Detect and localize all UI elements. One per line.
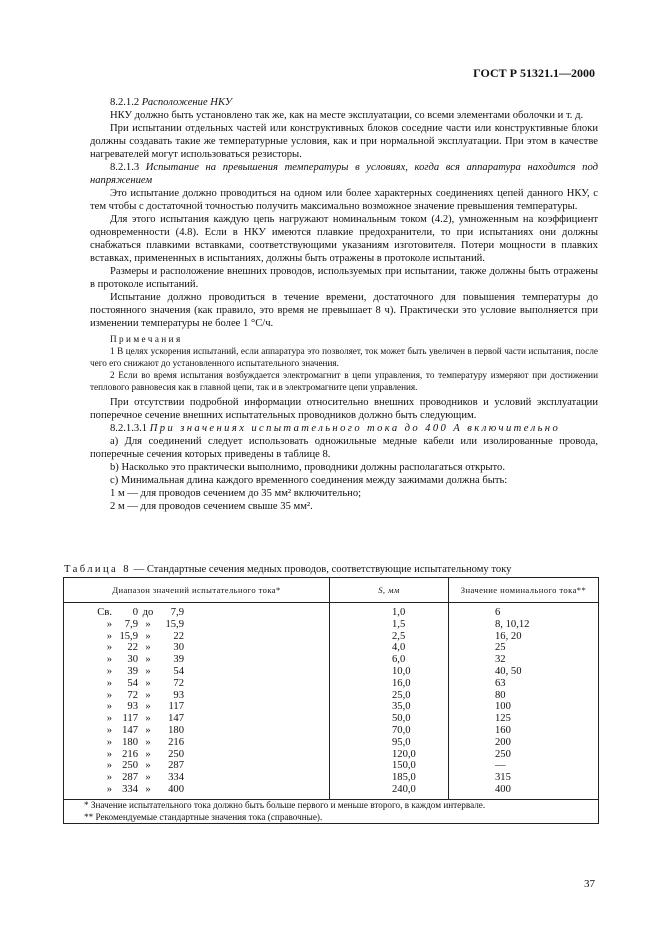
- footnote-1: * Значение испытательного тока должно быть больше первого и меньше второго, в каждом интервале.: [84, 799, 486, 810]
- nominal-current-cell: 125: [449, 713, 599, 725]
- section-title: Испытание на превышения температуры в условиях, когда вся аппаратура находится под напряжением: [90, 162, 598, 186]
- table-row: [64, 737, 599, 749]
- current-range-cell: » 287 » 334: [64, 772, 330, 784]
- nominal-current-cell: 315: [449, 772, 599, 784]
- current-range-cell: » 93 » 117: [64, 701, 330, 713]
- current-range-cell: » 22 » 30: [64, 642, 330, 654]
- current-range-cell: » 72 » 93: [64, 690, 330, 702]
- section-82131-heading: 8.2.1.3.1 При значениях испытательного тока до 400 А включительно: [110, 423, 561, 434]
- nominal-current-cell: 16, 20: [449, 631, 599, 643]
- current-range-cell: Св. 0 до 7,9: [64, 603, 330, 619]
- current-range-cell: » 334 » 400: [64, 784, 330, 799]
- current-range-cell: » 30 » 39: [64, 654, 330, 666]
- table-row: [64, 725, 599, 737]
- table-row: [64, 642, 599, 654]
- paragraph: При испытании отдельных частей или конструктивных блоков соседние части или конструктивные блоки должны создавать такие же температурные условия, как и при нормальной эксплуатации. При этом в качестве нагревателей могут использоваться резисторы.: [90, 123, 598, 160]
- nominal-current-cell: 80: [449, 690, 599, 702]
- cross-section-cell: 150,0: [330, 760, 449, 772]
- nominal-current-cell: 160: [449, 725, 599, 737]
- table-8: [63, 577, 599, 824]
- notes-heading: Примечания: [110, 334, 183, 344]
- cross-section-cell: 2,5: [330, 631, 449, 643]
- table-row: [64, 784, 599, 799]
- current-range-cell: » 15,9 » 22: [64, 631, 330, 643]
- column-header: Диапазон значений испытательного тока*: [64, 578, 330, 603]
- current-range-cell: » 147 » 180: [64, 725, 330, 737]
- cross-section-cell: 6,0: [330, 654, 449, 666]
- table-row: [64, 619, 599, 631]
- table-row: [64, 749, 599, 761]
- current-range-cell: » 39 » 54: [64, 666, 330, 678]
- nominal-current-cell: 25: [449, 642, 599, 654]
- section-8212-heading: 8.2.1.2 Расположение НКУ: [110, 97, 232, 108]
- current-range-cell: » 250 » 287: [64, 760, 330, 772]
- column-header: S, мм: [330, 578, 449, 603]
- list-item: с) Минимальная длина каждого временного соединения между зажимами должна быть:: [110, 475, 508, 486]
- document-body: [90, 96, 598, 513]
- paragraph: НКУ должно быть установлено так же, как на месте эксплуатации, со всеми элементами оболочки и т. д.: [110, 110, 584, 121]
- section-8213-heading: 8.2.1.3 Испытание на превышения температуры в условиях, когда вся аппаратура находится под напряжением: [90, 162, 598, 186]
- note-2: 2 Если во время испытания возбуждается электромагнит в цепи управления, то температуру измеряют при достижении теплового равновесия как в главной цепи, так и в электромагните цепи управления.: [90, 370, 598, 392]
- cross-section-cell: 16,0: [330, 678, 449, 690]
- current-range-cell: » 180 » 216: [64, 737, 330, 749]
- nominal-current-cell: 6: [449, 603, 599, 619]
- table-row: [64, 603, 599, 619]
- table-row: [64, 666, 599, 678]
- cross-section-cell: 70,0: [330, 725, 449, 737]
- cross-section-cell: 35,0: [330, 701, 449, 713]
- section-title: Расположение НКУ: [141, 97, 232, 108]
- cross-section-cell: 1,0: [330, 603, 449, 619]
- cross-section-cell: 1,5: [330, 619, 449, 631]
- cross-section-cell: 120,0: [330, 749, 449, 761]
- table-footnotes: [64, 799, 599, 824]
- cross-section-cell: 185,0: [330, 772, 449, 784]
- paragraph: Размеры и расположение внешних проводов, используемых при испытании, также должны быть отражены в протоколе испытаний.: [90, 266, 598, 290]
- nominal-current-cell: 250: [449, 749, 599, 761]
- cross-section-cell: 240,0: [330, 784, 449, 799]
- cross-section-cell: 4,0: [330, 642, 449, 654]
- list-item: b) Насколько это практически выполнимо, проводники должны располагаться открыто.: [110, 462, 505, 473]
- cross-section-cell: 50,0: [330, 713, 449, 725]
- table-row: [64, 654, 599, 666]
- table-caption: Таблица 8 — Стандартные сечения медных проводов, соответствующие испытательному току: [64, 564, 512, 575]
- cross-section-cell: 10,0: [330, 666, 449, 678]
- cross-section-cell: 95,0: [330, 737, 449, 749]
- current-range-cell: » 7,9 » 15,9: [64, 619, 330, 631]
- nominal-current-cell: 100: [449, 701, 599, 713]
- paragraph: Для этого испытания каждую цепь нагружают номинальным током (4.2), умноженным на коэффициент одновременности (4.8). Если в НКУ имеются плавкие предохранители, то при испытаниях они должны снабжаться плавкими вставками, соответствующими указаниям изготовителя. Потери мощности в плавких вставках, примененных в испытаниях, должны быть отражены в протоколе испытаний.: [90, 214, 598, 264]
- nominal-current-cell: 63: [449, 678, 599, 690]
- current-range-cell: » 117 » 147: [64, 713, 330, 725]
- current-range-cell: » 54 » 72: [64, 678, 330, 690]
- paragraph: Это испытание должно проводиться на одном или более характерных соединениях цепей данного НКУ, с тем чтобы с достаточной точностью получить максимально возможное значение превышения температуры.: [90, 188, 598, 212]
- table-row: [64, 713, 599, 725]
- footnote-2: ** Рекомендуемые стандартные значения тока (справочные).: [84, 811, 323, 822]
- paragraph: При отсутствии подробной информации относительно внешних проводников и условий эксплуатации поперечное сечение внешних испытательных проводников должно быть следующим.: [90, 397, 598, 421]
- page-number: 37: [584, 878, 595, 890]
- column-header: Значение номинального тока**: [449, 578, 599, 603]
- note-1: 1 В целях ускорения испытаний, если аппаратура это позволяет, ток может быть увеличен в первой части испытания, после чего его снижают до установленного испытательного значения.: [90, 346, 598, 368]
- cross-section-cell: 25,0: [330, 690, 449, 702]
- table-row: [64, 701, 599, 713]
- nominal-current-cell: 8, 10,12: [449, 619, 599, 631]
- nominal-current-cell: —: [449, 760, 599, 772]
- nominal-current-cell: 32: [449, 654, 599, 666]
- list-item: 2 м — для проводов сечением свыше 35 мм².: [110, 501, 313, 512]
- doc-header: ГОСТ Р 51321.1—2000: [473, 66, 595, 80]
- table-row: [64, 631, 599, 643]
- current-range-cell: » 216 » 250: [64, 749, 330, 761]
- table-row: [64, 678, 599, 690]
- nominal-current-cell: 200: [449, 737, 599, 749]
- section-title: При значениях испытательного тока до 400 А включительно: [149, 423, 561, 434]
- nominal-current-cell: 40, 50: [449, 666, 599, 678]
- paragraph: Испытание должно проводиться в течение времени, достаточного для повышения температуры до постоянного значения (как правило, это время не превышает 8 ч). Практически это условие выполняется при изменении температуры не более 1 °С/ч.: [90, 292, 598, 329]
- list-item: а) Для соединений следует использовать одножильные медные кабели или изолированные провода, поперечные сечения которых приведены в таблице 8.: [90, 436, 598, 460]
- nominal-current-cell: 400: [449, 784, 599, 799]
- table-row: [64, 760, 599, 772]
- table-row: [64, 690, 599, 702]
- list-item: 1 м — для проводов сечением до 35 мм² включительно;: [110, 488, 362, 499]
- table-row: [64, 772, 599, 784]
